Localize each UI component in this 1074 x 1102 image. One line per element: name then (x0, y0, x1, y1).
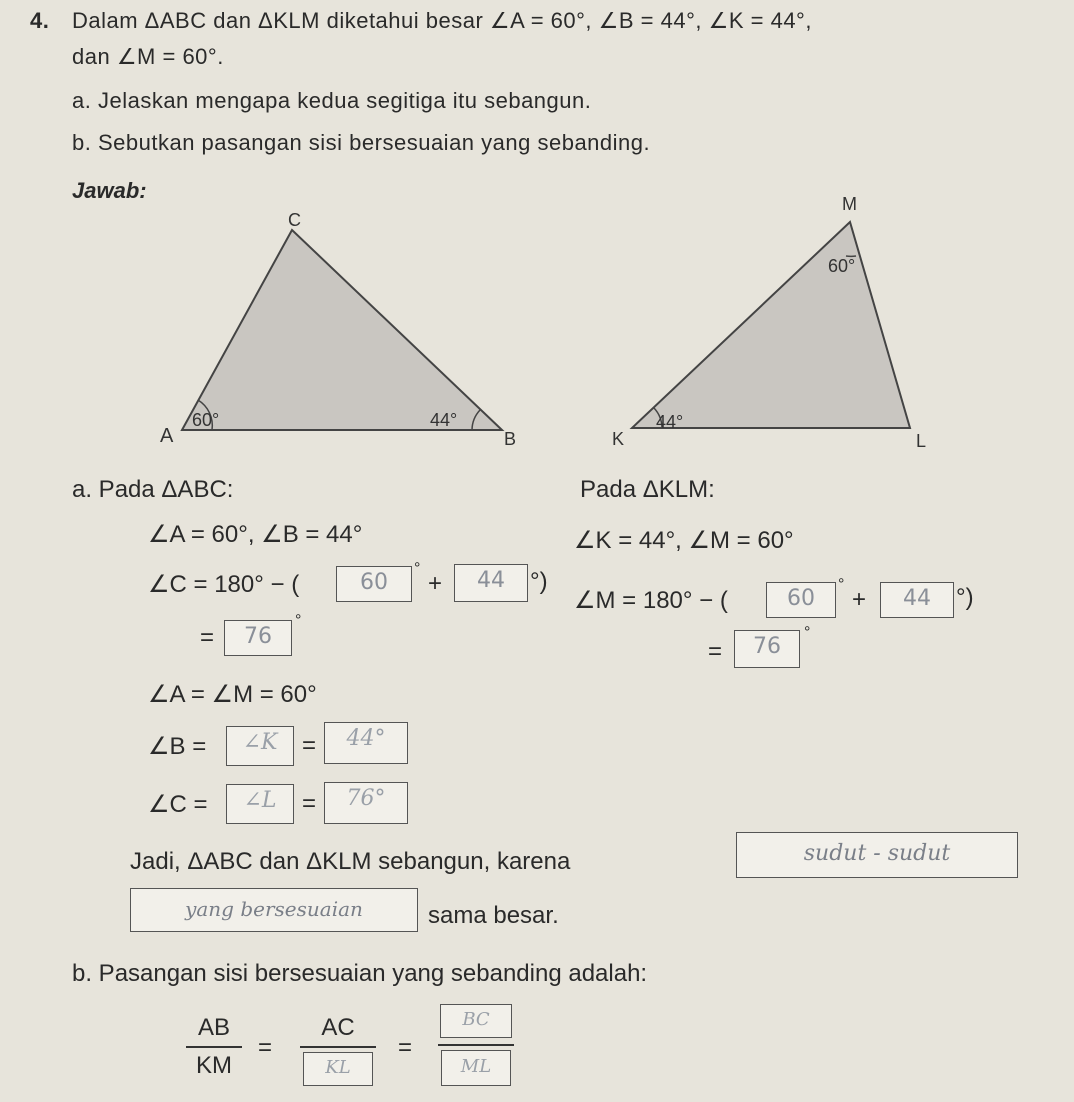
equality-b-box-1[interactable]: ∠K (226, 726, 294, 766)
triangle-klm-shape (632, 222, 910, 428)
left-close: °) (530, 568, 548, 595)
fraction-2-bar (300, 1046, 376, 1048)
equality-c-label: ∠C = (148, 791, 208, 818)
fraction-3-denominator-box[interactable]: ML (441, 1050, 511, 1086)
fraction-ab-km (186, 1014, 242, 1080)
vertex-c-label: C (288, 210, 301, 230)
fraction-1-numerator: AB (197, 1014, 230, 1041)
equality-c-eq: = (302, 790, 317, 817)
left-deg-1: ° (414, 560, 421, 577)
left-c-box-2[interactable]: 44 (454, 564, 528, 602)
angle-m-value: 60° (828, 256, 856, 276)
left-result-deg: ° (295, 612, 302, 629)
right-given: ∠K = 44°, ∠M = 60° (574, 527, 794, 554)
right-close: °) (956, 584, 974, 611)
equality-c-box-1[interactable]: ∠L (226, 784, 294, 824)
angle-a-value: 60° (192, 410, 220, 430)
right-m-result-box[interactable]: 76 (734, 630, 800, 668)
left-c-box-1[interactable]: 60 (336, 566, 412, 602)
vertex-a-label: A (160, 425, 174, 447)
equality-b-label: ∠B = (148, 733, 207, 760)
left-c-result-box[interactable]: 76 (224, 620, 292, 656)
equality-b-box-2[interactable]: 44° (324, 722, 408, 764)
left-c-prefix: ∠C = 180° − ( (148, 571, 300, 598)
vertex-m-label: M (842, 194, 857, 214)
conclusion-box-1[interactable]: sudut - sudut (736, 832, 1018, 878)
fraction-3-numerator-box[interactable]: BC (440, 1004, 512, 1038)
right-plus: + (852, 586, 867, 613)
jawab-label: Jawab: (72, 178, 147, 203)
question-part-b: b. Sebutkan pasangan sisi bersesuaian yang sebanding. (72, 130, 651, 155)
right-m-box-1[interactable]: 60 (766, 582, 836, 618)
right-m-box-2[interactable]: 44 (880, 582, 954, 618)
left-eq: = (200, 624, 215, 651)
fraction-eq-2: = (398, 1034, 413, 1061)
vertex-k-label: K (612, 429, 625, 449)
fraction-ac-kl (300, 1014, 376, 1086)
right-result-deg: ° (804, 624, 811, 641)
angle-b-value: 44° (430, 410, 458, 430)
conclusion-box-2[interactable]: yang bersesuaian (130, 888, 418, 932)
question-part-a: a. Jelaskan mengapa kedua segitiga itu sebangun. (72, 88, 592, 113)
conclusion-tail: sama besar. (428, 902, 559, 929)
question-line-2: dan ∠M = 60°. (72, 44, 224, 69)
fraction-1-denominator: KM (196, 1052, 232, 1079)
right-m-prefix: ∠M = 180° − ( (574, 587, 728, 614)
left-given: ∠A = 60°, ∠B = 44° (148, 521, 363, 548)
right-eq: = (708, 638, 723, 665)
left-heading: a. Pada ΔABC: (72, 476, 234, 503)
vertex-l-label: L (916, 431, 927, 451)
equality-b-eq: = (302, 732, 317, 759)
equality-a-m: ∠A = ∠M = 60° (148, 681, 317, 708)
angle-k-value: 44° (656, 412, 684, 432)
equality-c-box-2[interactable]: 76° (324, 782, 408, 824)
question-number: 4. (30, 8, 50, 33)
conclusion-text: Jadi, ΔABC dan ΔKLM sebangun, karena (130, 848, 571, 875)
right-deg-1: ° (838, 576, 845, 593)
question-line-1: Dalam ΔABC dan ΔKLM diketahui besar ∠A = 60°, ∠B = 44°, ∠K = 44°, (72, 8, 812, 33)
fraction-2-denominator-box[interactable]: KL (303, 1052, 373, 1086)
part-b-text: b. Pasangan sisi bersesuaian yang sebanding adalah: (72, 960, 648, 987)
fraction-1-bar (186, 1046, 242, 1048)
triangle-abc-figure (150, 200, 540, 460)
fraction-3-bar (438, 1044, 514, 1046)
fraction-bc-ml (438, 1004, 514, 1086)
vertex-b-label: B (504, 429, 517, 449)
fraction-2-numerator: AC (321, 1014, 355, 1041)
triangle-abc-shape (182, 230, 502, 430)
right-heading: Pada ΔKLM: (580, 476, 715, 503)
fraction-eq-1: = (258, 1034, 273, 1061)
triangle-klm-figure (600, 190, 950, 460)
left-plus: + (428, 570, 443, 597)
